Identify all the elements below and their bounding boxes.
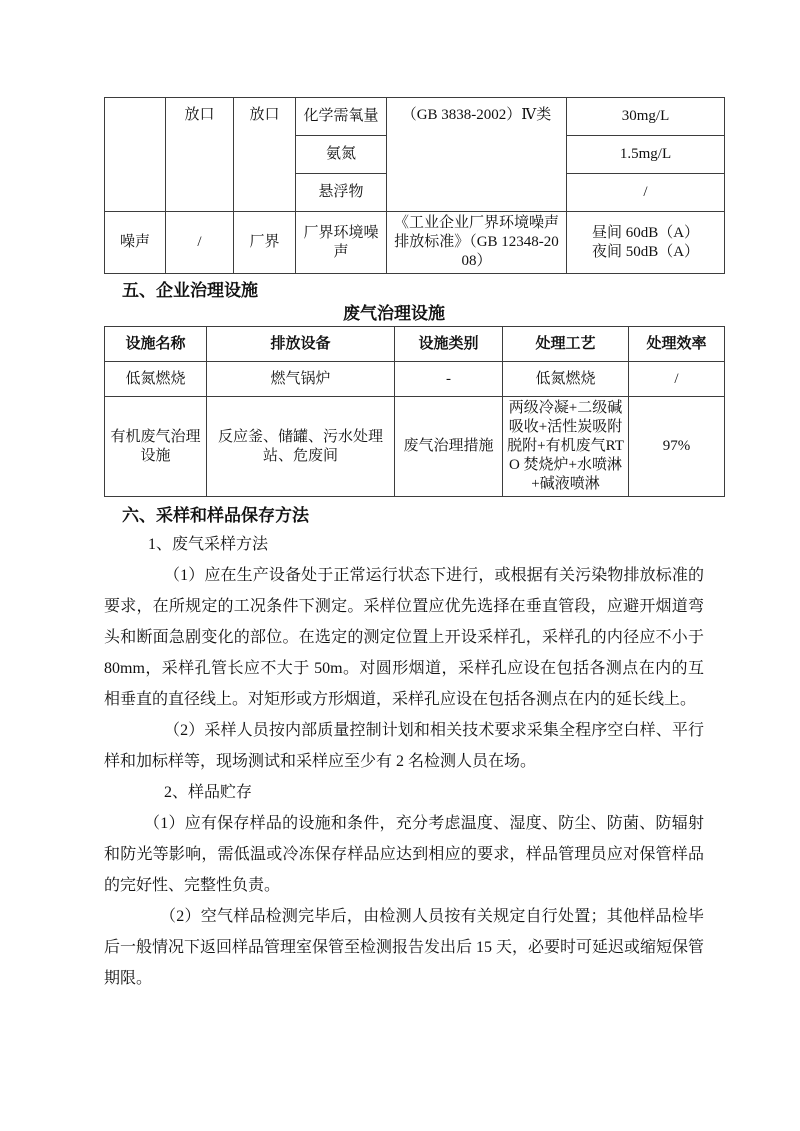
t2-cell-name-1: 低氮燃烧 xyxy=(105,362,207,397)
section6-paragraph-3: （1）应有保存样品的设施和条件，充分考虑温度、湿度、防尘、防菌、防辐射和防光等影响，需低温或冷冻保存样品应达到相应的要求，样品管理员应对保管样品的完好性、完整性负责。 xyxy=(104,815,704,894)
t2-header-row xyxy=(105,327,725,362)
t2-header-facility-name: 设施名称 xyxy=(105,327,207,362)
t2-cell-equipment-1: 燃气锅炉 xyxy=(207,362,395,397)
t1-cell-limit-cod: 30mg/L xyxy=(567,98,725,136)
t2-cell-equipment-2: 反应釜、储罐、污水处理站、危废间 xyxy=(207,397,395,497)
t1-cell-noise-boundary: 厂界 xyxy=(234,212,296,274)
section6-paragraph-1: （1）应在生产设备处于正常运行状态下进行，或根据有关污染物排放标准的要求，在所规定的工况条件下测定。采样位置应优先选择在垂直管段，应避开烟道弯头和断面急剧变化的部位。在选定的测定位置上开设采样孔，采样孔的内径应不小于 80mm，采样孔管长应不大于 50m。对圆形烟道，采样孔应设在包括各测点在内的互相垂直的直径线上。对矩形或方形烟道，采样孔应设在包括各测点在内的延长线上。 xyxy=(104,567,704,708)
waste-gas-treatment-table xyxy=(104,326,725,497)
t1-cell-pollutant-cod: 化学需氧量 xyxy=(296,98,387,136)
t1-cell-noise-standard: 《工业企业厂界环境噪声排放标准》（GB 12348-2008） xyxy=(387,212,567,274)
t2-cell-efficiency-2: 97% xyxy=(629,397,725,497)
t2-cell-process-1: 低氮燃烧 xyxy=(503,362,629,397)
table2-title: 废气治理设施 xyxy=(343,304,445,323)
t1-cell-limit-ammonia: 1.5mg/L xyxy=(567,136,725,174)
section6-body xyxy=(104,529,704,994)
t1-cell-category-empty xyxy=(105,98,166,212)
t1-cell-noise-limit xyxy=(567,212,725,274)
t2-cell-type-2: 废气治理措施 xyxy=(395,397,503,497)
t2-cell-type-1: - xyxy=(395,362,503,397)
t1-cell-limit-ss: / xyxy=(567,174,725,212)
t2-header-facility-type: 设施类别 xyxy=(395,327,503,362)
t1-noise-limit-night: 夜间 50dB（A） xyxy=(591,243,700,260)
t1-cell-outlet-2: 放口 xyxy=(234,98,296,212)
t2-cell-name-2: 有机废气治理设施 xyxy=(105,397,207,497)
t2-row-low-nox xyxy=(105,362,725,397)
section6-paragraph-4: （2）空气样品检测完毕后，由检测人员按有关规定自行处置；其他样品检毕后一般情况下返回样品管理室保管至检测报告发出后 15 天，必要时可延迟或缩短保管期限。 xyxy=(104,908,705,987)
t2-row-organic-waste-gas xyxy=(105,397,725,497)
t1-cell-standard-gb3838: （GB 3838-2002）Ⅳ类 xyxy=(387,98,567,212)
section5-heading: 五、企业治理设施 xyxy=(122,281,258,300)
section6-paragraph-2: （2）采样人员按内部质量控制计划和相关技术要求采集全程序空白样、平行样和加标样等，现场测试和采样应至少有 2 名检测人员在场。 xyxy=(104,722,704,770)
emission-limits-table xyxy=(104,97,725,274)
t1-cell-outlet-1: 放口 xyxy=(166,98,234,212)
t1-cell-pollutant-ss: 悬浮物 xyxy=(296,174,387,212)
section6-sub2-heading: 2、样品贮存 xyxy=(164,784,253,801)
t1-cell-noise-item: 厂界环境噪声 xyxy=(296,212,387,274)
section6-sub1-heading: 1、废气采样方法 xyxy=(148,536,269,553)
t2-header-efficiency: 处理效率 xyxy=(629,327,725,362)
t2-header-process: 处理工艺 xyxy=(503,327,629,362)
t1-cell-noise-outlet: / xyxy=(166,212,234,274)
t1-cell-pollutant-ammonia: 氨氮 xyxy=(296,136,387,174)
t2-header-discharge-equipment: 排放设备 xyxy=(207,327,395,362)
page-content xyxy=(104,97,724,994)
t1-noise-limit-day: 昼间 60dB（A） xyxy=(591,224,700,241)
t2-cell-efficiency-1: / xyxy=(629,362,725,397)
t2-cell-process-2: 两级冷凝+二级碱吸收+活性炭吸附脱附+有机废气RTO 焚烧炉+水喷淋+碱液喷淋 xyxy=(503,397,629,497)
t1-cell-noise: 噪声 xyxy=(105,212,166,274)
section6-heading: 六、采样和样品保存方法 xyxy=(122,506,309,525)
